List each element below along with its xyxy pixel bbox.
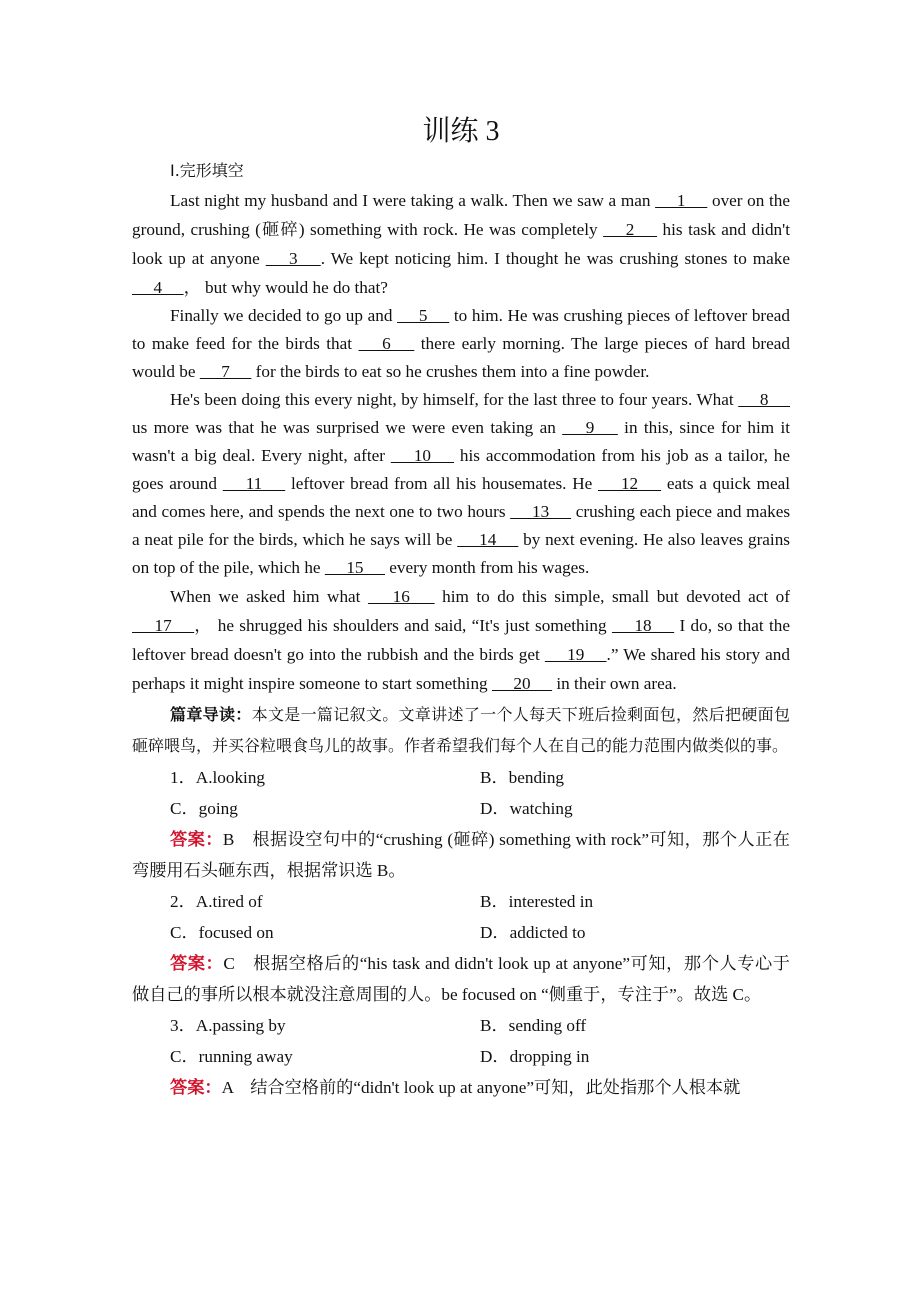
answer-label: 答案：: [170, 830, 223, 849]
cloze-blank: __14__: [457, 530, 519, 549]
option-row: [132, 1010, 790, 1041]
answer-text: B 根据设空句中的“crushing (砸碎) something with rock”可知，那个人正在弯腰用石头砸东西，根据常识选 B。: [132, 830, 790, 880]
answer-option: D．watching: [480, 799, 573, 818]
answer-option: C．going: [170, 799, 238, 818]
passage-text: him to do this simple, small but devoted act of: [434, 587, 790, 606]
section-heading: Ⅰ.完形填空: [170, 161, 244, 180]
cloze-blank: __7__: [199, 362, 252, 381]
answer-option: D．addicted to: [480, 923, 586, 942]
answer-explanation: [132, 948, 790, 1010]
page-title: 训练 3: [422, 116, 500, 147]
option-row: [132, 1041, 790, 1072]
passage-text: .” We shared his story and perhaps it might inspire someone to start something: [132, 645, 790, 693]
answer-option: 1．A.looking: [170, 768, 266, 787]
passage-text: by next evening. He also leaves grains on top of the pile, which he: [132, 530, 790, 577]
passage-text: his task and didn't look up at anyone: [132, 220, 791, 268]
passage-text: us more was that he was surprised we were even taking an: [132, 418, 563, 437]
cloze-blank: __20__: [491, 674, 553, 693]
answer-explanation: [132, 824, 790, 886]
passage-text: leftover bread from all his housemates. He: [285, 474, 598, 493]
document-page: [132, 110, 790, 1103]
cloze-blank: __10__: [390, 446, 455, 465]
cloze-blank: __19__: [544, 645, 607, 664]
answer-text: A 结合空格前的“didn't look up at anyone”可知，此处指那个人根本就: [221, 1078, 741, 1097]
cloze-blank: __15__: [324, 558, 385, 577]
passage-text: ， but why would he do that?: [183, 278, 388, 297]
passage-guide: [132, 700, 790, 762]
guide-label: 篇章导读：: [170, 707, 252, 724]
question-list: [132, 762, 790, 1103]
cloze-blank: __18__: [611, 616, 675, 635]
cloze-blank: __6__: [358, 334, 415, 353]
option-row: [132, 762, 790, 793]
answer-option: B．sending off: [480, 1016, 587, 1035]
answer-option: 3．A.passing by: [170, 1016, 286, 1035]
passage-text: . We kept noticing him. I thought he was crushing stones to make: [320, 249, 791, 268]
passage-paragraph: [132, 302, 790, 386]
cloze-passage: [132, 186, 790, 698]
passage-text: Last night my husband and I were taking a walk. Then we saw a man: [170, 191, 656, 210]
answer-explanation: [132, 1072, 790, 1103]
passage-paragraph: [132, 386, 790, 582]
passage-text: there early morning. The large pieces of hard bread would be: [132, 334, 790, 381]
option-row: [132, 917, 790, 948]
passage-paragraph: [132, 186, 790, 302]
passage-text: his accommodation from his job as a tailor, he goes around: [132, 446, 791, 493]
cloze-blank: __3__: [265, 249, 321, 268]
option-row: [132, 886, 790, 917]
answer-option: 2．A.tired of: [170, 892, 263, 911]
answer-option: B．interested in: [480, 892, 594, 911]
passage-text: for the birds to eat so he crushes them into a fine powder.: [251, 362, 650, 381]
guide-text: 本文是一篇记叙文。文章讲述了一个人每天下班后捡剩面包，然后把硬面包砸碎喂鸟，并买谷粒喂食鸟儿的故事。作者希望我们每个人在自己的能力范围内做类似的事。: [132, 707, 790, 755]
cloze-blank: __2__: [603, 220, 658, 239]
passage-text: When we asked him what: [170, 587, 368, 606]
passage-text: to him. He was crushing pieces of leftover bread to make feed for the birds that: [132, 306, 791, 353]
passage-text: over on the ground, crushing (砸碎) something with rock. He was completely: [132, 191, 791, 239]
passage-text: ， he shrugged his shoulders and said, “It's just something: [194, 616, 612, 635]
cloze-blank: __16__: [367, 587, 435, 606]
passage-paragraph: [132, 582, 790, 698]
cloze-blank: __4__: [132, 278, 184, 297]
answer-label: 答案：: [170, 954, 224, 973]
cloze-blank: __8__: [738, 390, 790, 409]
cloze-blank: __5__: [397, 306, 450, 325]
answer-option: D．dropping in: [480, 1047, 590, 1066]
cloze-blank: __9__: [562, 418, 618, 437]
cloze-blank: __11__: [222, 474, 286, 493]
answer-option: C．running away: [170, 1047, 293, 1066]
cloze-blank: __1__: [655, 191, 708, 210]
passage-text: in their own area.: [552, 674, 677, 693]
passage-text: crushing each piece and makes a neat pile for the birds, which he says will be: [132, 502, 791, 549]
passage-text: I do, so that the leftover bread doesn't go into the rubbish and the birds get: [132, 616, 790, 664]
passage-text: eats a quick meal and comes here, and spends the next one to two hours: [132, 474, 791, 521]
answer-option: C．focused on: [170, 923, 274, 942]
passage-text: every month from his wages.: [385, 558, 590, 577]
option-row: [132, 793, 790, 824]
answer-label: 答案：: [170, 1078, 222, 1097]
answer-option: B．bending: [480, 768, 565, 787]
cloze-blank: __13__: [510, 502, 572, 521]
answer-text: C 根据空格后的“his task and didn't look up at anyone”可知，那个人专心于做自己的事所以根本就没注意周围的人。be focused on “侧重于，专注于”。故选 C。: [132, 954, 790, 1004]
cloze-blank: __12__: [598, 474, 662, 493]
passage-text: in this, since for him it wasn't a big deal. Every night, after: [132, 418, 791, 465]
passage-text: Finally we decided to go up and: [170, 306, 398, 325]
cloze-blank: __17__: [132, 616, 195, 635]
passage-text: He's been doing this every night, by himself, for the last three to four years. What: [170, 390, 739, 409]
